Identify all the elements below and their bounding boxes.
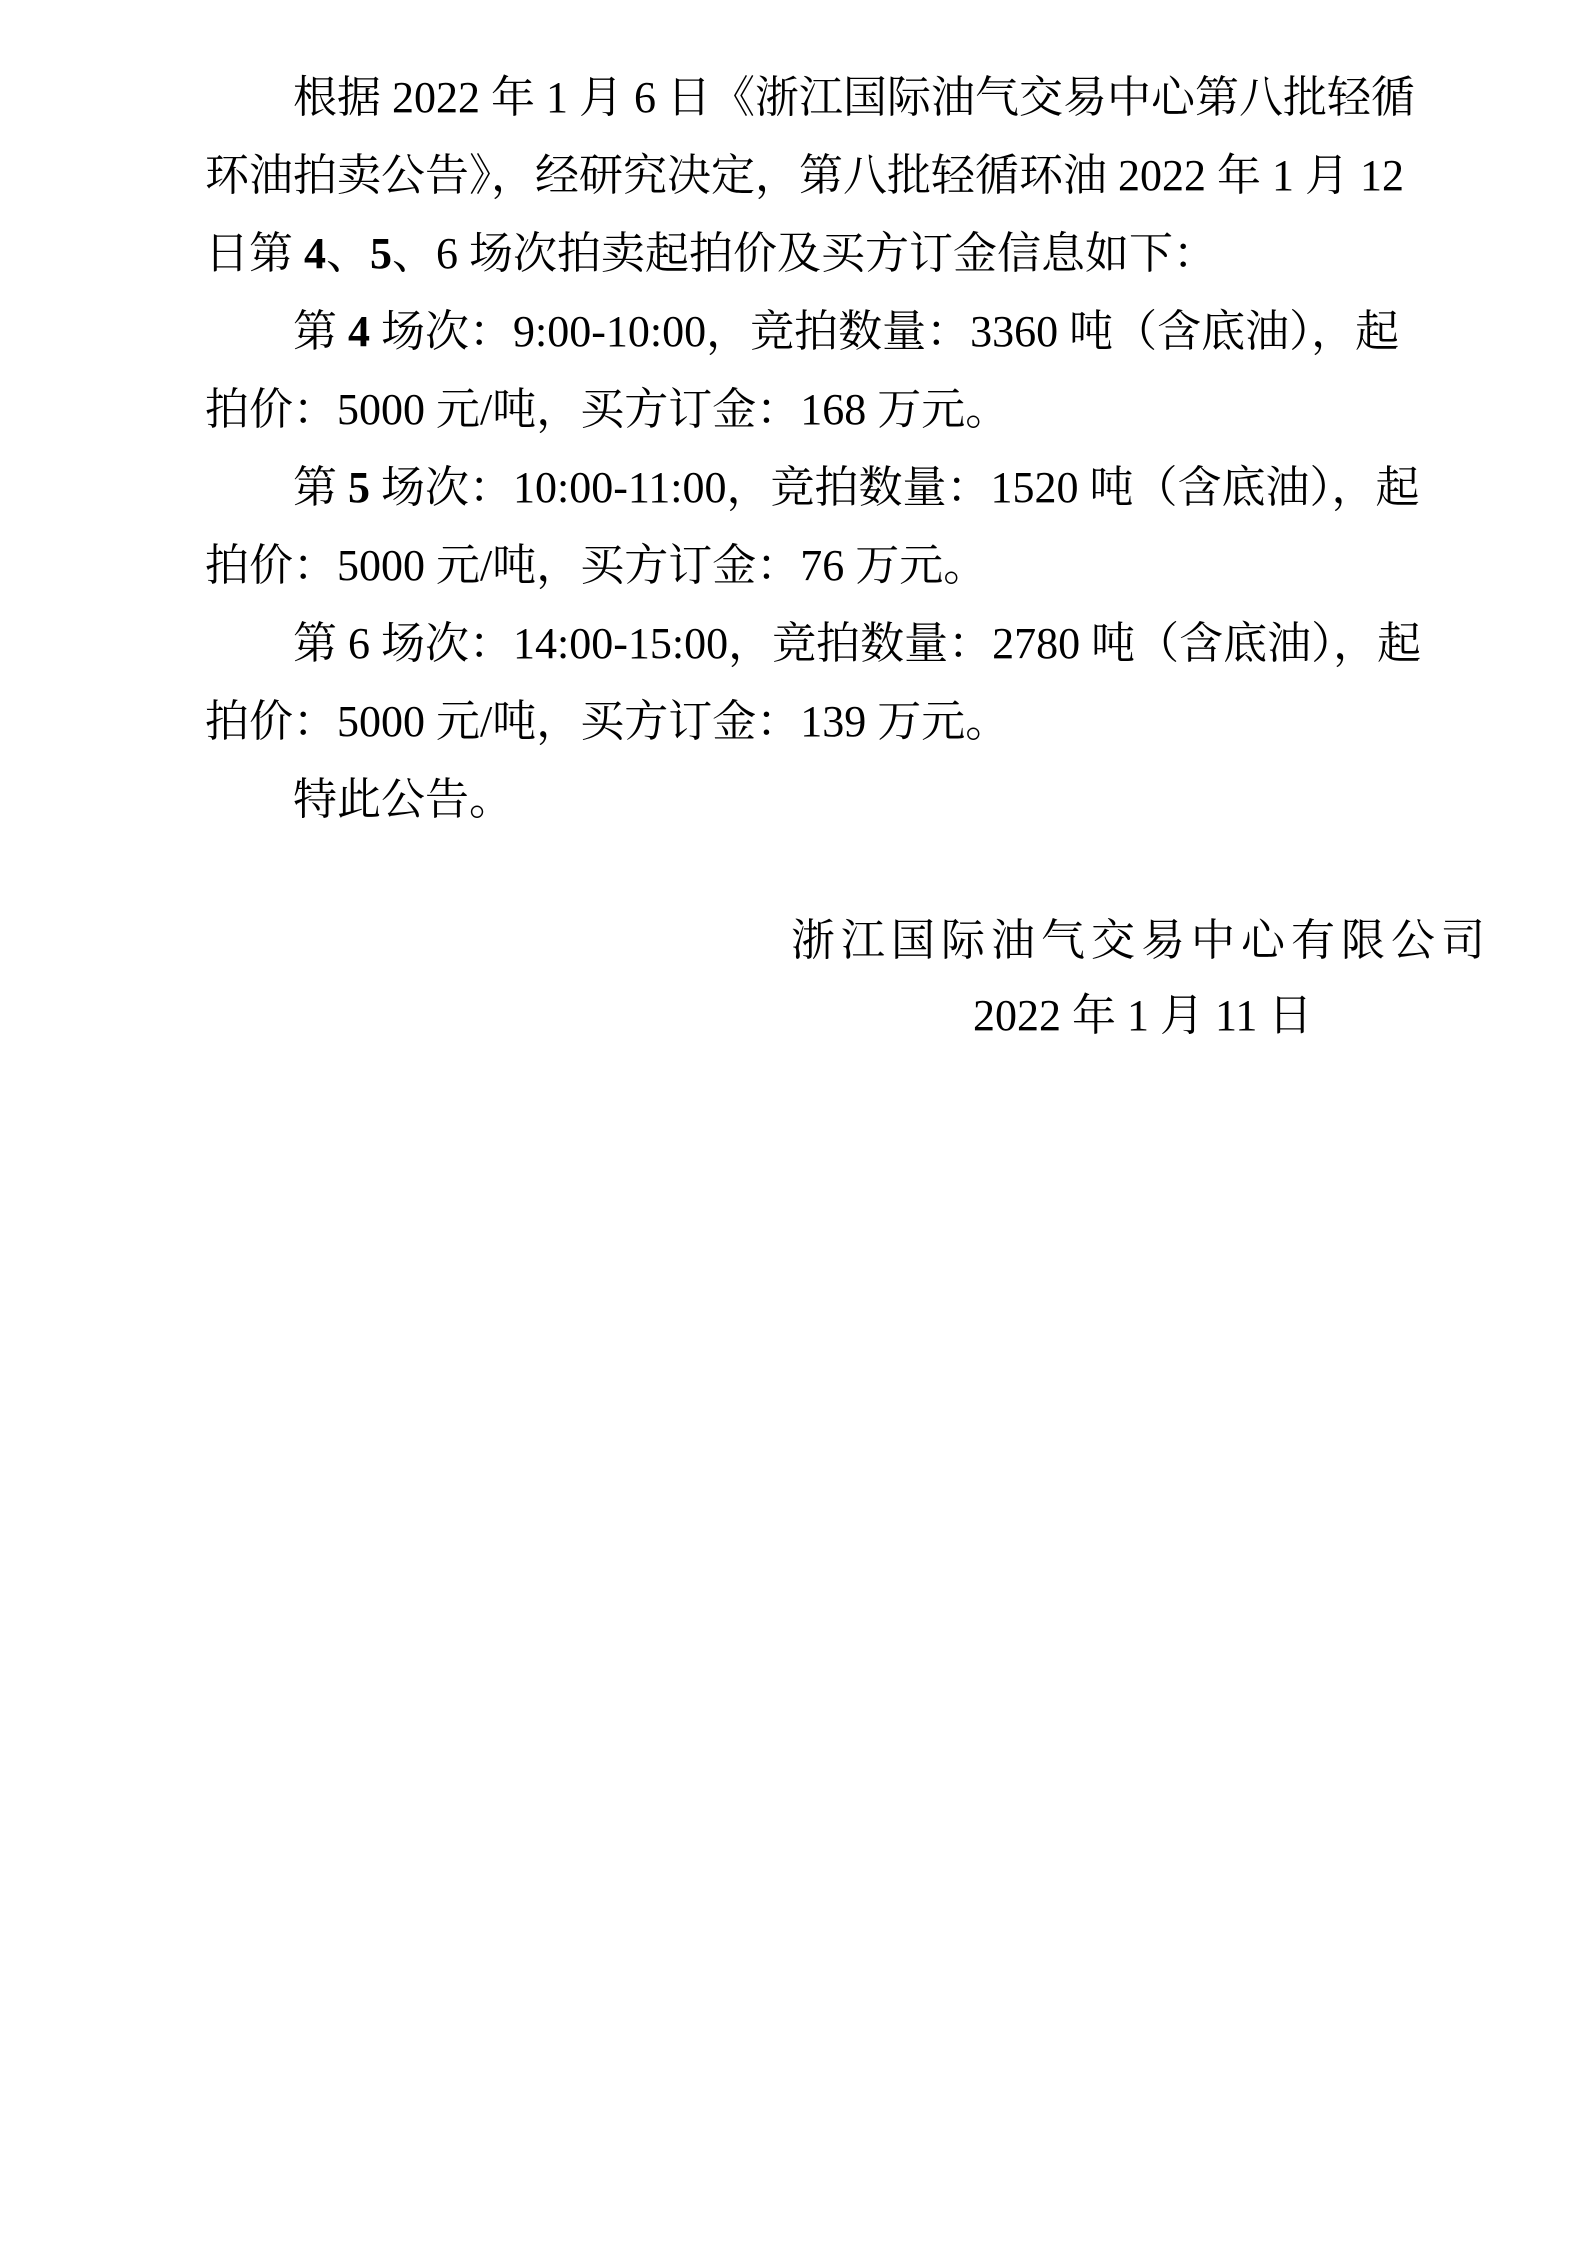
text-segment: 5 [370, 229, 392, 278]
text-line [205, 683, 1395, 761]
signature-date: 2022 年 1 月 11 日 [973, 991, 1313, 1040]
text-segment: 日第 [205, 229, 304, 278]
text-segment: 、 [326, 229, 370, 278]
text-segment: 拍价：5000 元/吨，买方订金：76 万元。 [205, 541, 988, 590]
text-segment: 4 [304, 229, 326, 278]
text-segment: 第 6 场次：14:00-15:00，竞拍数量：2780 吨（含底油），起 [293, 619, 1422, 668]
text-segment: 场次：9:00-10:00，竞拍数量：3360 吨（含底油），起 [370, 307, 1400, 356]
text-line [205, 605, 1422, 683]
text-segment: 5 [348, 463, 370, 512]
text-line [205, 449, 1420, 527]
text-line [205, 215, 1395, 293]
text-line [205, 527, 1395, 605]
text-segment: 场次：10:00-11:00，竞拍数量：1520 吨（含底油），起 [370, 463, 1420, 512]
text-line [205, 371, 1395, 449]
text-segment: 环油拍卖公告》，经研究决定，第八批轻循环油 2022 年 1 月 12 [205, 151, 1404, 200]
text-segment: 特此公告。 [293, 775, 513, 824]
text-segment: 第 [293, 463, 348, 512]
text-line [205, 761, 1395, 839]
text-line [205, 137, 1404, 215]
text-line [205, 293, 1400, 371]
signature-company: 浙江国际油气交易中心有限公司 [791, 916, 1491, 965]
text-line [205, 59, 1415, 137]
text-segment: 拍价：5000 元/吨，买方订金：168 万元。 [205, 385, 1010, 434]
text-segment: 第 [293, 307, 348, 356]
text-segment: 、6 场次拍卖起拍价及买方订金信息如下： [392, 229, 1217, 278]
text-segment: 拍价：5000 元/吨，买方订金：139 万元。 [205, 697, 1010, 746]
announcement-body [205, 59, 1422, 839]
text-segment: 4 [348, 307, 370, 356]
text-segment: 根据 2022 年 1 月 6 日《浙江国际油气交易中心第八批轻循 [293, 73, 1415, 122]
